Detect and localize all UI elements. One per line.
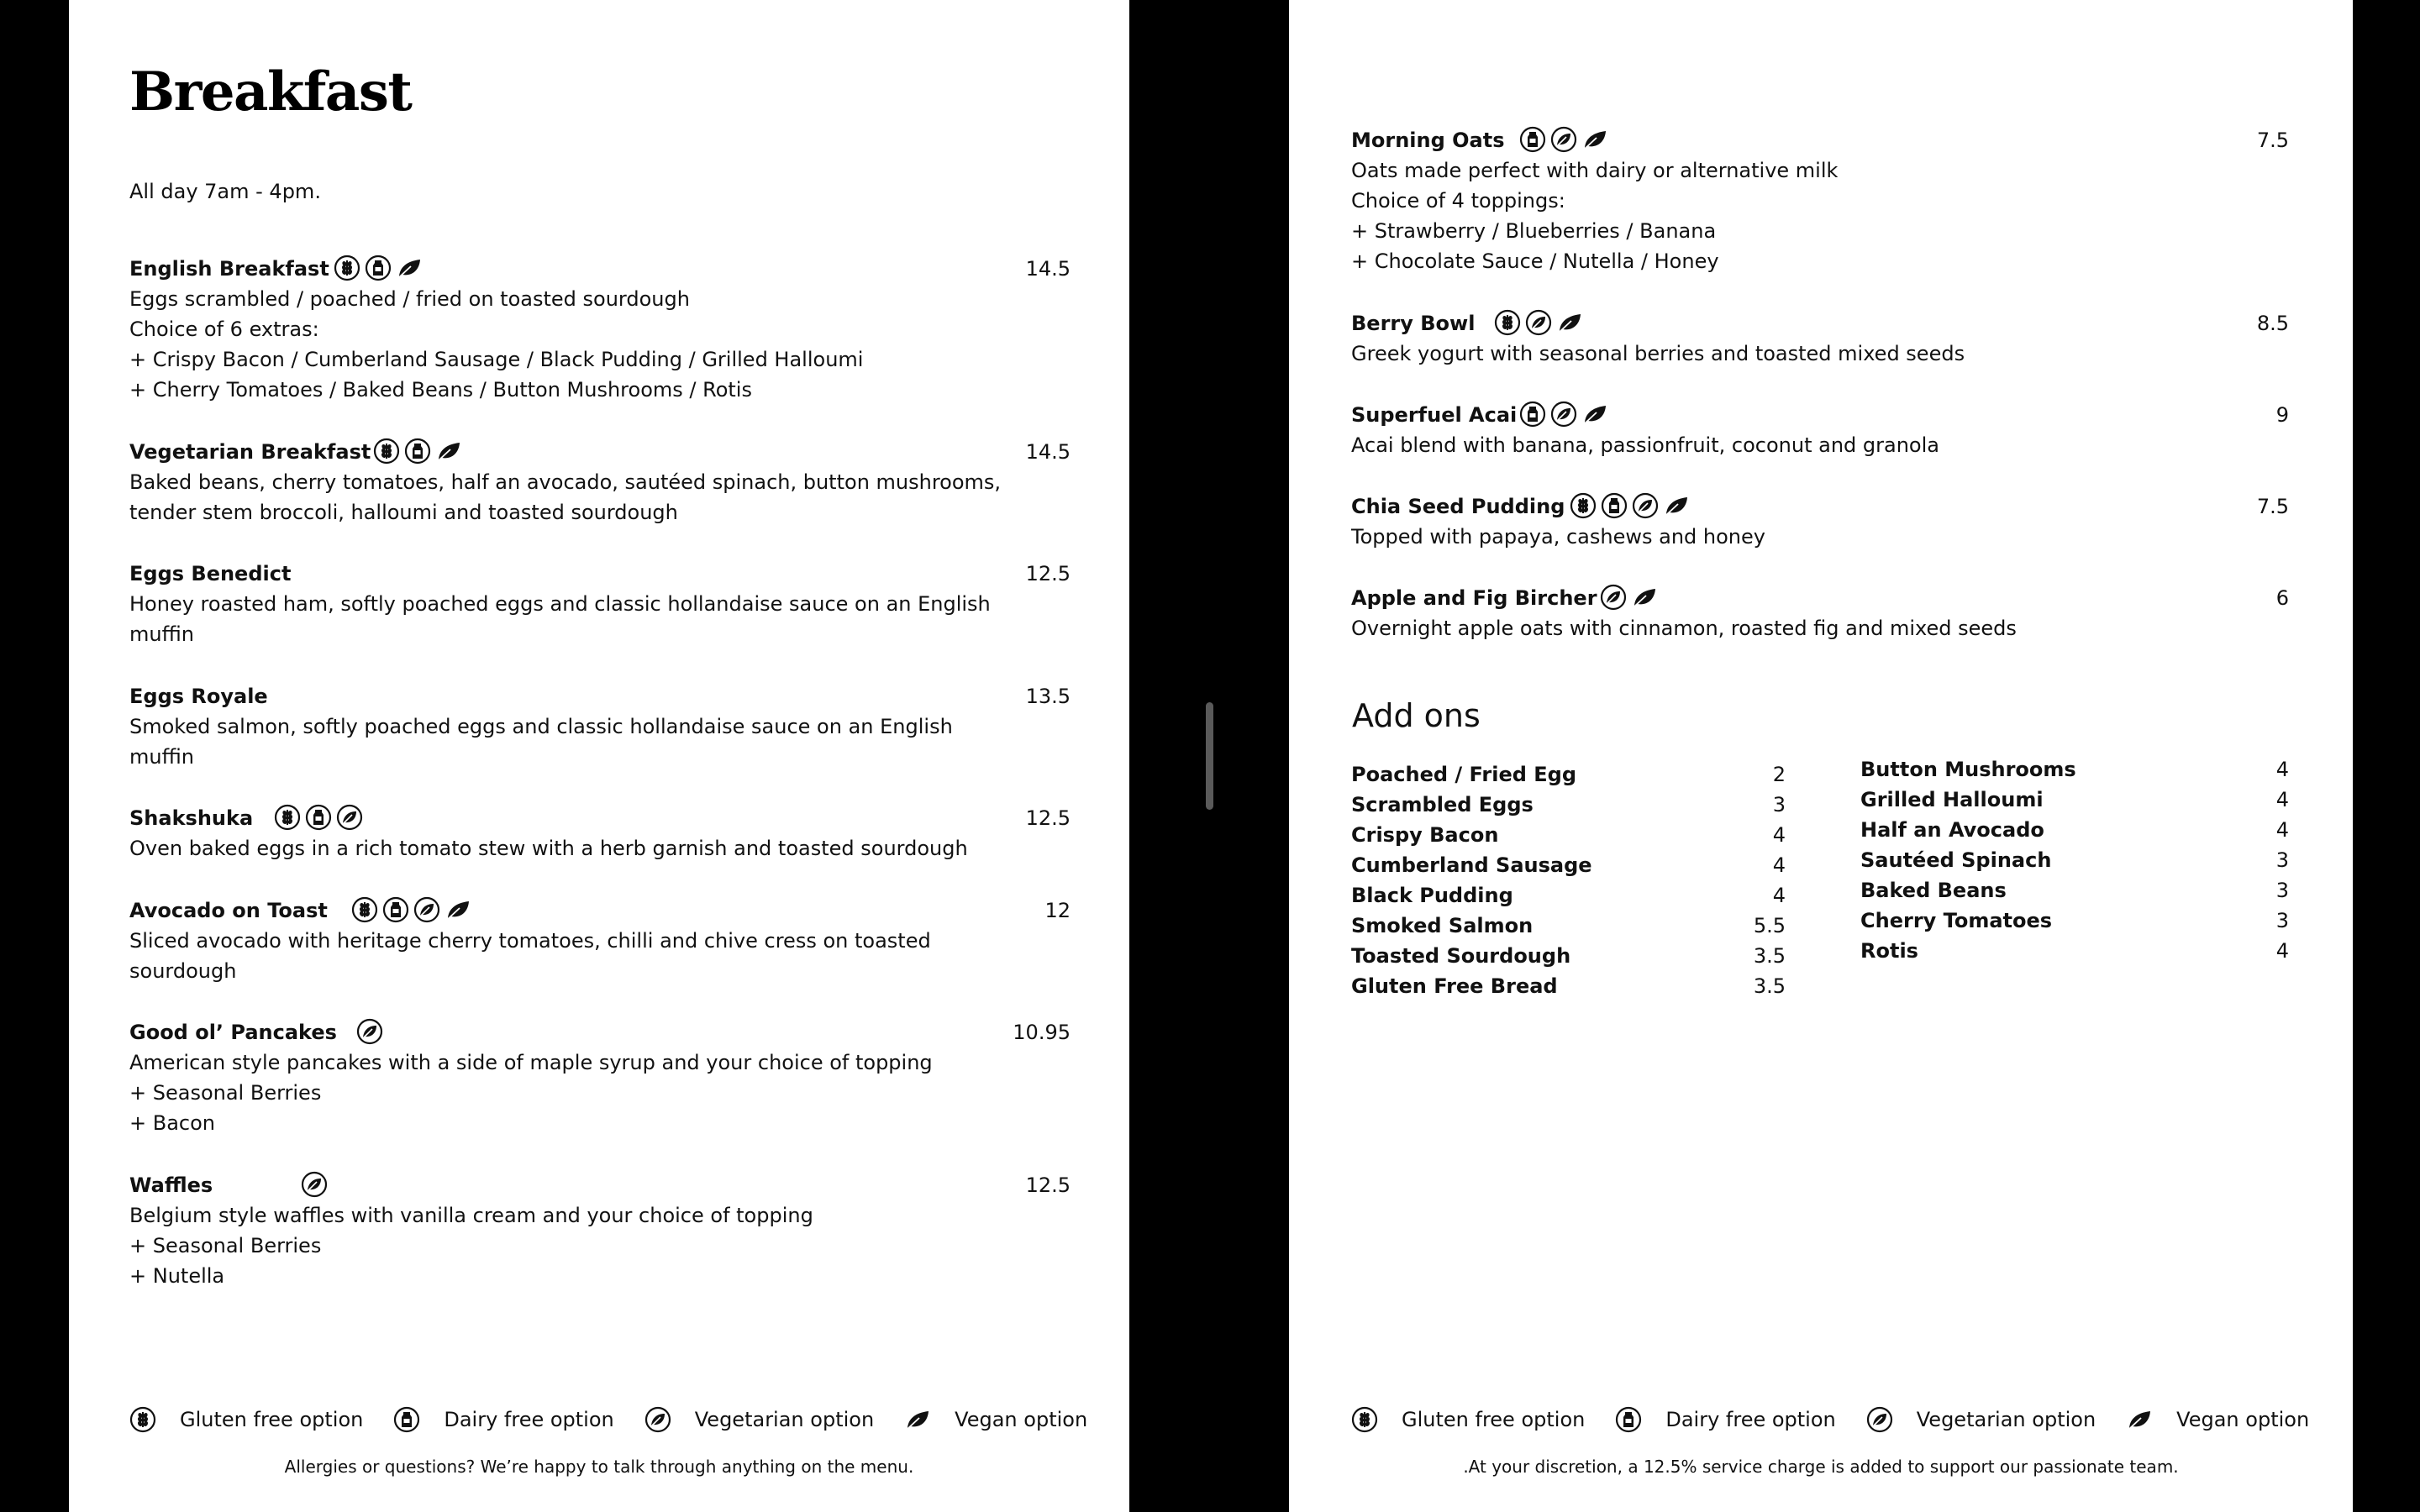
gluten-free-icon [1351,1406,1378,1433]
menu-page-right [1289,0,2353,1512]
dairy-free-icon [1519,401,1546,428]
addon-name: Crispy Bacon [1351,823,1499,847]
addon-row [1351,971,1786,1001]
gluten-free-icon [373,438,400,465]
menu-item-name: Eggs Benedict [129,562,292,585]
addon-row [1351,911,1786,941]
vegan-icon [904,1406,931,1433]
menu-item-header [1351,491,2289,522]
addon-name: Black Pudding [1351,884,1513,907]
menu-item-header [129,895,1071,926]
menu-item-name: Apple and Fig Bircher [1351,586,1597,610]
menu-item [1351,400,2289,460]
addon-name: Baked Beans [1860,879,2007,902]
menu-item-header [129,1017,1071,1047]
menu-item-price: 7.5 [2256,495,2289,518]
menu-item-name: Superfuel Acai [1351,403,1518,427]
addon-price: 3 [1772,793,1786,816]
legend-item [129,1406,363,1433]
vegan-icon [1581,401,1608,428]
menu-item-header [1351,400,2289,430]
menu-item-name: Berry Bowl [1351,312,1476,335]
vegan-icon [1663,492,1690,519]
gluten-free-icon [334,255,360,281]
dietary-icons [356,1018,383,1045]
menu-item-name: Eggs Royale [129,685,268,708]
dietary-icons [1494,309,1583,336]
addon-row [1351,941,1786,971]
menu-item-header [129,803,1071,833]
legend-label: Vegan option [955,1408,1088,1431]
addons-title: Add ons [1352,697,1481,734]
menu-item-header [129,681,1071,711]
menu-item-price: 7.5 [2256,129,2289,152]
legend-item [2126,1406,2309,1433]
menu-item-price: 14.5 [1025,257,1071,281]
menu-item [129,895,1071,986]
legend-label: Vegetarian option [1916,1408,2096,1431]
menu-item-description-line: Honey roasted ham, softly poached eggs and classic hollandaise sauce on an English [129,592,991,616]
addon-name: Sautéed Spinach [1860,848,2052,872]
menu-item-description-line: Oats made perfect with dairy or alternative milk [1351,159,1839,182]
addon-name: Cherry Tomatoes [1860,909,2053,932]
menu-item-name: Shakshuka [129,806,254,830]
addon-row [1860,906,2289,936]
menu-item-description-line: American style pancakes with a side of maple syrup and your choice of topping [129,1051,933,1074]
dairy-free-icon [393,1406,420,1433]
dietary-icons [301,1171,328,1198]
menu-item-price: 12.5 [1025,806,1071,830]
vegan-icon [2126,1406,2153,1433]
addon-price: 2 [1772,763,1786,786]
menu-item-header [1351,308,2289,339]
addon-price: 3.5 [1753,974,1786,998]
menu-page-left [69,0,1129,1512]
addon-name: Gluten Free Bread [1351,974,1558,998]
menu-item [129,1017,1071,1138]
menu-item-description-line: + Nutella [129,1264,225,1288]
menu-item-name: English Breakfast [129,257,329,281]
menu-item [1351,308,2289,369]
serving-hours: All day 7am - 4pm. [129,180,321,203]
menu-item-description-line: + Seasonal Berries [129,1081,322,1105]
addon-row [1351,850,1786,880]
menu-item-description-line: tender stem broccoli, halloumi and toasted sourdough [129,501,678,524]
dietary-icons [351,896,471,923]
menu-item-price: 9 [2275,403,2289,427]
vegetarian-icon [1550,401,1577,428]
addon-row [1860,875,2289,906]
addon-price: 3 [2275,848,2289,872]
addon-name: Toasted Sourdough [1351,944,1571,968]
menu-item-description-line: Eggs scrambled / poached / fried on toasted sourdough [129,287,690,311]
legend-item [904,1406,1087,1433]
menu-item-price: 8.5 [2256,312,2289,335]
dietary-icons [1600,584,1658,611]
menu-item-name: Chia Seed Pudding [1351,495,1565,518]
addon-name: Cumberland Sausage [1351,853,1592,877]
addon-row [1351,880,1786,911]
menu-item [129,437,1071,528]
vegetarian-icon [1600,584,1627,611]
addon-name: Button Mushrooms [1860,758,2076,781]
menu-item-description-line: sourdough [129,959,237,983]
addon-name: Smoked Salmon [1351,914,1534,937]
menu-item-description-line: Topped with papaya, cashews and honey [1351,525,1765,549]
menu-item-description-line: Greek yogurt with seasonal berries and toasted mixed seeds [1351,342,1965,365]
vegan-icon [396,255,423,281]
vegan-icon [1556,309,1583,336]
menu-item-price: 14.5 [1025,440,1071,464]
scroll-handle[interactable] [1206,702,1213,810]
legend-label: Dairy free option [444,1408,614,1431]
menu-item [1351,583,2289,643]
addon-price: 3 [2275,879,2289,902]
legend-label: Gluten free option [180,1408,364,1431]
addon-row [1860,845,2289,875]
dairy-free-icon [1601,492,1628,519]
menu-item-description-line: muffin [129,745,195,769]
menu-item [129,681,1071,772]
menu-item-header [129,559,1071,589]
addon-name: Grilled Halloumi [1860,788,2044,811]
menu-item-description-line: + Cherry Tomatoes / Baked Beans / Button Mushrooms / Rotis [129,378,752,402]
dietary-icons [274,804,363,831]
legend-item [1615,1406,1835,1433]
vegetarian-icon [1632,492,1659,519]
addons-list-right [1860,754,2289,966]
menu-item [129,1170,1071,1291]
dietary-icons [1570,492,1690,519]
menu-item-description-line: + Bacon [129,1111,215,1135]
legend-item [393,1406,613,1433]
addon-price: 3.5 [1753,944,1786,968]
allergy-note: Allergies or questions? We’re happy to talk through anything on the menu. [284,1457,914,1477]
menu-item-description-line: Overnight apple oats with cinnamon, roasted fig and mixed seeds [1351,617,2017,640]
menu-item-price: 13.5 [1025,685,1071,708]
menu-item-description-line: Belgium style waffles with vanilla cream and your choice of topping [129,1204,813,1227]
legend-label: Gluten free option [1402,1408,1586,1431]
addon-row [1860,815,2289,845]
menu-item-price: 12 [1044,899,1071,922]
dairy-free-icon [305,804,332,831]
menu-item [129,254,1071,405]
addon-price: 4 [1772,823,1786,847]
addon-row [1860,754,2289,785]
menu-item-description-line: + Strawberry / Blueberries / Banana [1351,219,1717,243]
menu-item-description-line: Acai blend with banana, passionfruit, coconut and granola [1351,433,1939,457]
menu-item-description-line: Choice of 4 toppings: [1351,189,1565,213]
vegetarian-icon [1525,309,1552,336]
gluten-free-icon [351,896,378,923]
addon-row [1351,790,1786,820]
addon-row [1351,820,1786,850]
menu-item-price: 10.95 [1013,1021,1071,1044]
service-charge-note: .At your discretion, a 12.5% service charge is added to support our passionate team. [1463,1457,2179,1477]
vegetarian-icon [413,896,440,923]
legend-item [1866,1406,2096,1433]
menu-item [1351,125,2289,276]
gluten-free-icon [129,1406,156,1433]
page-title: Breakfast [129,60,412,123]
legend-item [1351,1406,1585,1433]
menu-item-name: Good ol’ Pancakes [129,1021,337,1044]
addon-price: 4 [2275,788,2289,811]
addon-price: 4 [2275,758,2289,781]
menu-item-description-line: Sliced avocado with heritage cherry tomatoes, chilli and chive cress on toasted [129,929,931,953]
menu-item-price: 6 [2275,586,2289,610]
menu-item-price: 12.5 [1025,1173,1071,1197]
vegan-icon [445,896,471,923]
menu-item-description-line: + Seasonal Berries [129,1234,322,1257]
menu-item-description-line: Baked beans, cherry tomatoes, half an avocado, sautéed spinach, button mushrooms, [129,470,1002,494]
gluten-free-icon [1570,492,1597,519]
addon-price: 3 [2275,909,2289,932]
dietary-icons [334,255,423,281]
vegan-icon [1631,584,1658,611]
dairy-free-icon [404,438,431,465]
vegetarian-icon [1866,1406,1893,1433]
dietary-icons [1519,126,1608,153]
addon-row [1860,785,2289,815]
addon-price: 4 [1772,853,1786,877]
vegan-icon [1581,126,1608,153]
menu-item-description-line: + Chocolate Sauce / Nutella / Honey [1351,249,1719,273]
addons-list-left [1351,759,1786,1001]
gluten-free-icon [1494,309,1521,336]
dietary-legend [129,1403,1129,1436]
menu-item-name: Avocado on Toast [129,899,328,922]
vegetarian-icon [644,1406,671,1433]
vegetarian-icon [356,1018,383,1045]
menu-item-header [1351,125,2289,155]
menu-item-description-line: Oven baked eggs in a rich tomato stew with a herb garnish and toasted sourdough [129,837,968,860]
menu-item-price: 12.5 [1025,562,1071,585]
legend-item [644,1406,874,1433]
gluten-free-icon [274,804,301,831]
addon-row [1351,759,1786,790]
dairy-free-icon [365,255,392,281]
menu-item-description-line: muffin [129,622,195,646]
menu-item [129,559,1071,649]
addon-row [1860,936,2289,966]
vegetarian-icon [301,1171,328,1198]
legend-label: Dairy free option [1665,1408,1836,1431]
menu-item-description-line: Smoked salmon, softly poached eggs and classic hollandaise sauce on an English [129,715,953,738]
addon-price: 4 [1772,884,1786,907]
menu-item-header [1351,583,2289,613]
addon-price: 4 [2275,939,2289,963]
menu-item-name: Morning Oats [1351,129,1505,152]
dairy-free-icon [1615,1406,1642,1433]
addon-name: Rotis [1860,939,1918,963]
menu-item-description-line: + Crispy Bacon / Cumberland Sausage / Black Pudding / Grilled Halloumi [129,348,864,371]
addon-price: 4 [2275,818,2289,842]
menu-item [1351,491,2289,552]
legend-label: Vegan option [2176,1408,2310,1431]
menu-item-header [129,1170,1071,1200]
vegetarian-icon [1550,126,1577,153]
vegetarian-icon [336,804,363,831]
vegan-icon [435,438,462,465]
menu-item [129,803,1071,864]
menu-item-header [129,437,1071,467]
addon-name: Poached / Fried Egg [1351,763,1577,786]
dietary-icons [373,438,462,465]
menu-item-header [129,254,1071,284]
legend-label: Vegetarian option [694,1408,875,1431]
dairy-free-icon [382,896,409,923]
addon-name: Half an Avocado [1860,818,2044,842]
dietary-icons [1519,401,1608,428]
menu-item-name: Waffles [129,1173,213,1197]
menu-item-name: Vegetarian Breakfast [129,440,371,464]
dairy-free-icon [1519,126,1546,153]
addon-price: 5.5 [1753,914,1786,937]
addon-name: Scrambled Eggs [1351,793,1534,816]
dietary-legend [1351,1403,2351,1436]
menu-item-description-line: Choice of 6 extras: [129,318,319,341]
